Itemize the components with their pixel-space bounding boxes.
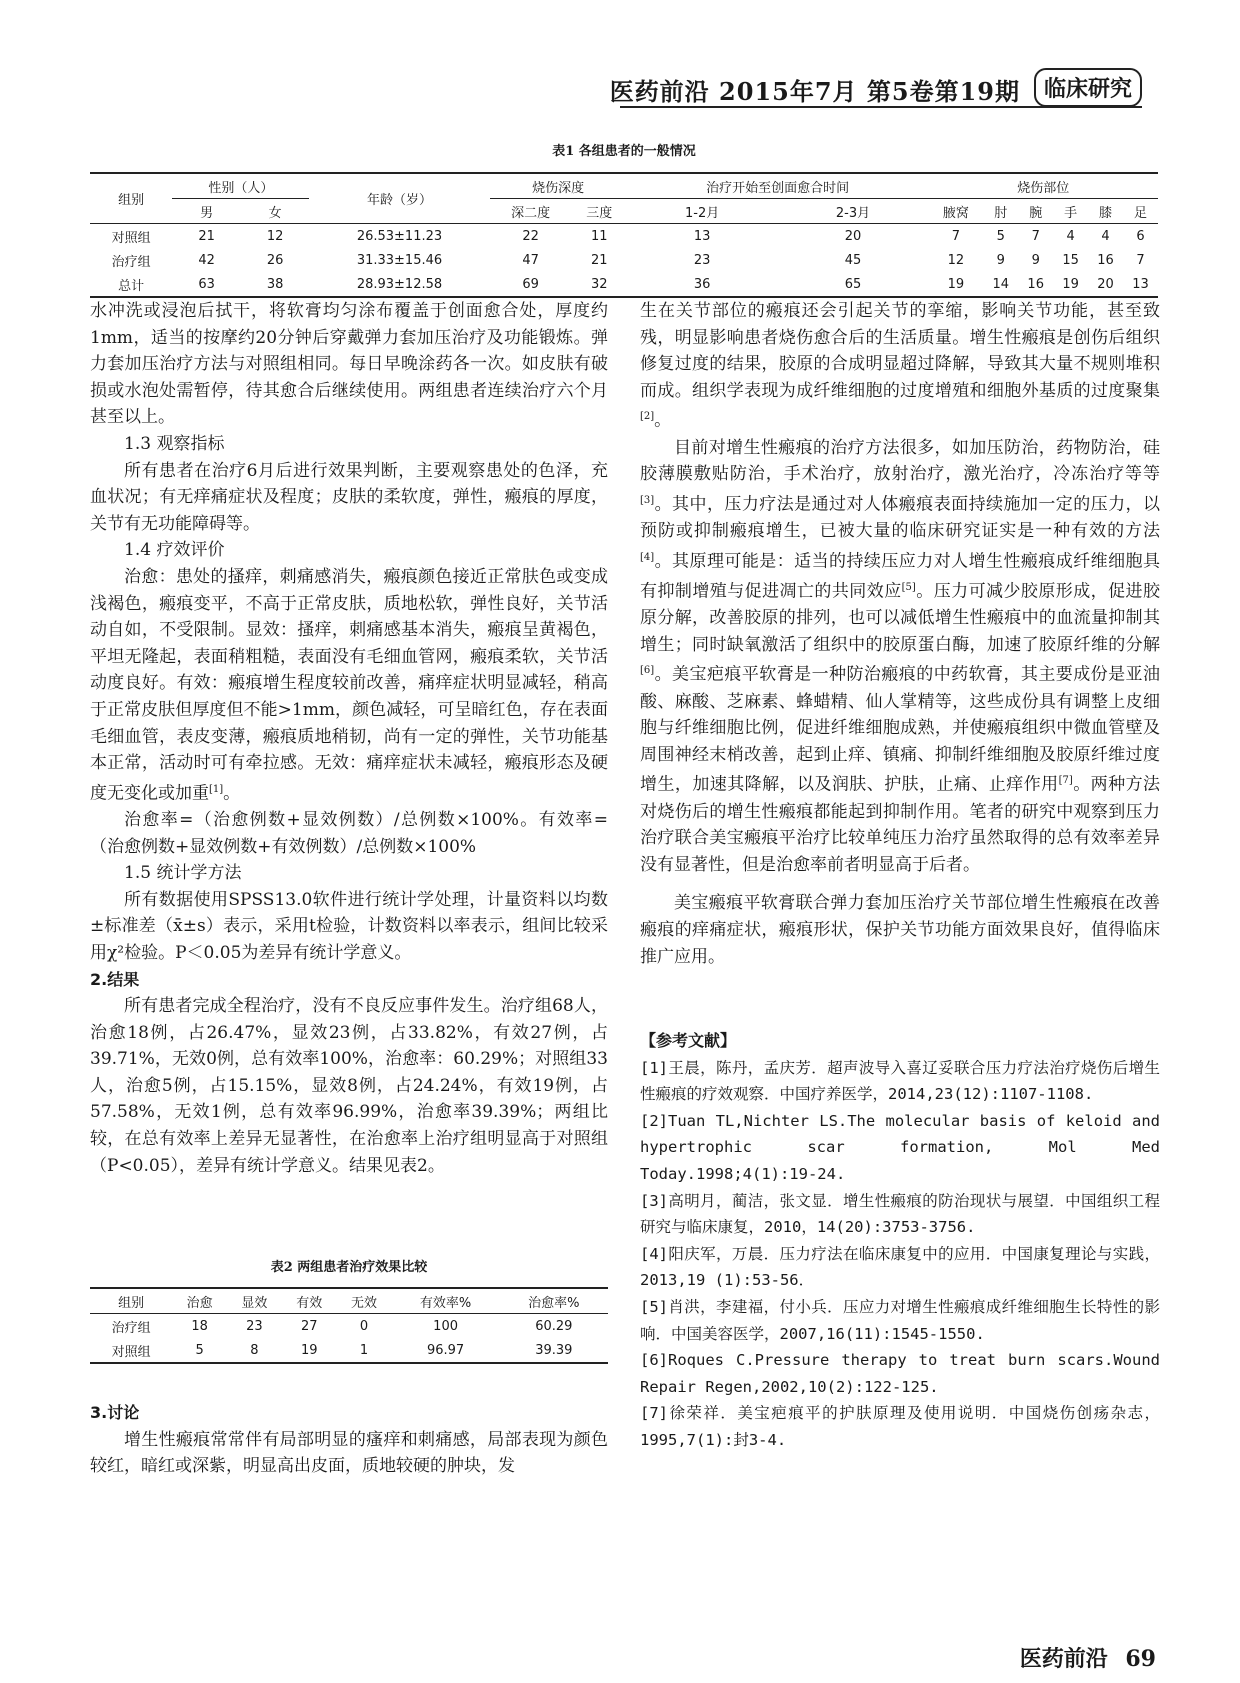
table-cell: 16 — [1097, 252, 1114, 268]
table-cell: 21 — [590, 252, 608, 268]
section-badge: 临床研究 — [1034, 68, 1142, 107]
table1-sex-header: 性别（人） — [172, 173, 309, 199]
reference-item: [7]徐荣祥．美宝疤痕平的护肤原理及使用说明．中国烧伤创疡杂志，1995,7(1):封3-4. — [640, 1404, 1160, 1449]
table-header-cell: 治愈 — [172, 1288, 227, 1314]
table-row — [90, 1338, 608, 1363]
reference-item: [1]王晨，陈丹，孟庆芳．超声波导入喜辽妥联合压力疗法治疗烧伤后增生性瘢痕的疗效观察．中国疗养医学，2014,23(12):1107-1108. — [640, 1058, 1160, 1104]
table-cell: 21 — [198, 228, 215, 244]
table-cell: 13 — [693, 228, 711, 244]
table-row — [90, 272, 1158, 297]
left-column-discussion — [90, 1400, 608, 1480]
paragraph: 增生性瘢痕常常伴有局部明显的瘙痒和刺痛感，局部表现为颜色较红，暗红或深紫，明显高出皮面，质地较硬的肿块，发 — [90, 1429, 608, 1477]
table-cell: 对照组 — [111, 230, 151, 246]
paragraph-text: 。其中，压力疗法是通过对人体瘢痕表面持续施加一定的压力，以预防或抑制瘢痕增生，已被大量的临床研究证实是一种有效的方法 — [640, 494, 1160, 542]
table-cell: 12 — [266, 228, 284, 244]
table-header-cell: 治愈率% — [500, 1288, 608, 1314]
references — [640, 1028, 1160, 1454]
paragraph — [640, 435, 1160, 879]
table-cell: 6 — [1136, 228, 1145, 244]
table-header-cell: 显效 — [227, 1288, 282, 1314]
table1-site-axilla: 腋窝 — [928, 199, 983, 224]
table-cell: 总计 — [118, 278, 145, 294]
table-cell: 32 — [590, 276, 608, 292]
table-cell: 7 — [1136, 252, 1145, 268]
page-footer — [1020, 1642, 1156, 1673]
footer-journal: 医药前沿 — [1019, 1646, 1108, 1672]
section-heading-3: 3.讨论 — [90, 1403, 140, 1422]
citation: [3] — [640, 494, 655, 506]
table-cell: 65 — [844, 276, 862, 292]
table-header-cell: 组别 — [90, 1288, 172, 1314]
table-cell: 1 — [359, 1342, 369, 1358]
table-header-cell: 有效 — [282, 1288, 337, 1314]
table-cell: 39.39 — [535, 1342, 573, 1358]
table-cell: 12 — [947, 252, 965, 268]
table2-caption: 表2 两组患者治疗效果比较 — [270, 1260, 428, 1275]
table-row — [90, 224, 1158, 249]
table-cell: 7 — [1031, 228, 1040, 244]
paragraph: 水冲洗或浸泡后拭干，将软膏均匀涂布覆盖于创面愈合处，厚度约1mm，适当的按摩约20分钟后穿戴弹力套加压治疗及功能锻炼。弹力套加压治疗方法与对照组相同。每日早晚涂药各一次。如皮肤有破损或水泡处需暂停，待其愈合后继续使用。两组患者连续治疗六个月甚至以上。 — [90, 301, 608, 428]
table-cell: 27 — [300, 1318, 318, 1334]
table1-female-header: 女 — [241, 199, 310, 224]
table-cell: 治疗组 — [111, 254, 151, 270]
table-cell: 100 — [433, 1318, 458, 1334]
table-cell: 26 — [266, 252, 284, 268]
table-cell: 8 — [250, 1342, 259, 1358]
table-cell: 14 — [992, 276, 1010, 292]
table1-site-knee: 膝 — [1088, 199, 1123, 224]
table-cell: 38 — [266, 276, 284, 292]
table1-site-hand: 手 — [1053, 199, 1088, 224]
table1-age-header: 年龄（岁） — [309, 173, 489, 224]
table1-site-header: 烧伤部位 — [928, 173, 1158, 199]
citation: [7] — [1058, 775, 1073, 787]
reference-item: [4]阳庆军，万晨．压力疗法在临床康复中的应用．中国康复理论与实践，2013,19 (1):53-56． — [640, 1244, 1160, 1290]
table1 — [90, 172, 1158, 298]
table1-site-elbow: 肘 — [983, 199, 1018, 224]
table1-depth-header: 烧伤深度 — [490, 173, 627, 199]
section-heading-1-3: 1.3 观察指标 — [124, 433, 225, 454]
table1-t1-header: 1-2月 — [627, 199, 778, 224]
reference-item: [6]Roques C.Pressure therapy to treat burn scars.Wound Repair Regen,2002,10(2):122-125. — [640, 1351, 1160, 1396]
table-cell: 5 — [195, 1342, 204, 1358]
table-cell: 13 — [1132, 276, 1149, 292]
reference-item: [3]高明月，蔺洁，张文显．增生性瘢痕的防治现状与展望．中国组织工程研究与临床康复，2010，14(20):3753-3756. — [640, 1191, 1160, 1237]
table-cell: 19 — [947, 276, 965, 292]
table-cell: 15 — [1062, 252, 1079, 268]
paragraph-text: 。其原理可能是：适当的持续压应力对人增生性瘢痕成纤维细胞具有抑制增殖与促进凋亡的共同效应 — [640, 551, 1160, 602]
table-cell: 19 — [300, 1342, 318, 1358]
left-column — [90, 298, 608, 1179]
page-header — [560, 68, 1160, 110]
table-cell: 4 — [1066, 228, 1075, 244]
table-cell: 9 — [996, 252, 1005, 268]
table-row — [90, 248, 1158, 272]
citation: [1] — [209, 783, 224, 795]
table1-site-wrist: 腕 — [1018, 199, 1053, 224]
paragraph-text: 目前对增生性瘢痕的治疗方法很多，如加压防治，药物防治，硅胶薄膜敷贴防治，手术治疗，放射治疗，激光治疗，冷冻治疗等等 — [640, 437, 1160, 485]
paragraph: 所有患者完成全程治疗，没有不良反应事件发生。治疗组68人，治愈18例，占26.47%，显效23例，占33.82%，有效27例，占39.71%，无效0例，总有效率100%，治愈率：60.29%；对照组33人，治愈5例，占15.15%，显效8例，占24.24%，有效19例，占57.58%，无效1例，总有效率96.99%，治愈率39.39%；两组比较，在总有效率上差异无显著性，在治愈率上治疗组明显高于对照组（P<0.05），差异有统计学意义。结果见表2。 — [90, 996, 608, 1176]
table1-site-foot: 足 — [1123, 199, 1158, 224]
table-cell: 28.93±12.58 — [356, 276, 443, 292]
table-cell: 18 — [191, 1318, 208, 1334]
table-header-cell: 有效率% — [391, 1288, 499, 1314]
table1-caption: 表1 各组患者的一般情况 — [552, 144, 696, 159]
table-cell: 5 — [996, 228, 1005, 244]
section-heading-1-4: 1.4 疗效评价 — [124, 540, 225, 561]
paragraph — [90, 564, 608, 807]
section-heading-2: 2.结果 — [90, 969, 140, 989]
table-cell: 20 — [844, 228, 862, 244]
paragraph: 治愈率=（治愈例数+显效例数）/总例数×100%。有效率=（治愈例数+显效例数+有效例数）/总例数×100% — [90, 809, 608, 857]
table2 — [90, 1287, 608, 1364]
table-cell: 22 — [522, 228, 539, 244]
table-cell: 7 — [951, 228, 961, 244]
citation: [6] — [640, 665, 655, 677]
table-cell: 96.97 — [426, 1342, 465, 1358]
table-cell: 45 — [844, 252, 862, 268]
reference-item: [5]肖洪，李建福，付小兵．压应力对增生性瘢痕成纤维细胞生长特性的影响．中国美容医学，2007,16(11):1545-1550. — [640, 1297, 1160, 1343]
table1-time-header: 治疗开始至创面愈合时间 — [627, 173, 929, 199]
table-cell: 26.53±11.23 — [356, 228, 443, 244]
paragraph-text: 。两种方法对烧伤后的增生性瘢痕都能起到抑制作用。笔者的研究中观察到压力治疗联合美宝瘢痕平治疗比较单纯压力治疗虽然取得的总有效率差异没有显著性，但是治愈率前者明显高于后者。 — [640, 775, 1161, 875]
citation: [2] — [640, 411, 655, 423]
table1-male-header: 男 — [172, 199, 241, 224]
table-cell: 治疗组 — [111, 1320, 151, 1336]
paragraph-text: 。压力可减少胶原形成，促进胶原分解，改善胶原的排列，也可以减低增生性瘢痕中的血流量抑制其增生；同时缺氧激活了组织中的胶原蛋白酶，加速了胶原纤维的分解 — [640, 581, 1161, 655]
table-cell: 47 — [522, 252, 539, 268]
table-cell: 19 — [1062, 276, 1079, 292]
table-header-cell: 无效 — [337, 1288, 392, 1314]
page-number: 69 — [1125, 1646, 1156, 1672]
table-cell: 63 — [198, 276, 215, 292]
table-cell: 23 — [246, 1318, 263, 1334]
paragraph-text: 生在关节部位的瘢痕还会引起关节的挛缩，影响关节功能，甚至致残，明显影响患者烧伤愈合后的生活质量。增生性瘢痕是创伤后组织修复过度的结果，胶原的合成明显超过降解，导致其大量不规则堆积而成。组织学表现为成纤维细胞的过度增殖和细胞外基质的过度聚集 — [640, 301, 1160, 401]
table1-group-header: 组别 — [90, 173, 172, 224]
table-cell: 4 — [1101, 228, 1110, 244]
citation: [4] — [640, 551, 655, 563]
citation: [5] — [901, 581, 916, 593]
journal-header: 医药前沿 2015年7月 第5卷第19期 — [609, 77, 1020, 106]
paragraph: 所有数据使用SPSS13.0软件进行统计学处理，计量资料以均数±标准差（x̄±s）表示，采用t检验，计数资料以率表示，组间比较采用χ²检验。P＜0.05为差异有统计学意义。 — [90, 889, 608, 963]
paragraph: 所有患者在治疗6月后进行效果判断，主要观察患处的色泽，充血状况；有无痒痛症状及程度；皮肤的柔软度，弹性，瘢痕的厚度，关节有无功能障碍等。 — [90, 460, 608, 534]
paragraph — [640, 298, 1160, 435]
table-cell: 11 — [590, 228, 608, 244]
table-cell: 23 — [693, 252, 711, 268]
table1-t2-header: 2-3月 — [778, 199, 929, 224]
paragraph-text: 。 — [654, 411, 672, 432]
table-cell: 31.33±15.46 — [356, 252, 443, 268]
references-title: 【参考文献】 — [640, 1031, 737, 1050]
table-row — [90, 1314, 608, 1339]
reference-item: [2]Tuan TL,Nichter LS.The molecular basis of keloid and hypertrophic scar formation, Mol Med Today.1998;4(1):19-24. — [640, 1111, 1160, 1183]
paragraph-text: 。美宝疤痕平软膏是一种防治瘢痕的中药软膏，其主要成份是亚油酸、麻酸、芝麻素、蜂蜡精、仙人掌精等，这些成份具有调整上皮细胞与纤维细胞比例，促进纤维细胞成熟，并使瘢痕组织中微血管壁及周围神经末梢改善，起到止痒、镇痛、抑制纤维细胞及胶原纤维过度增生，加速其降解，以及润肤、护肤，止痛、止痒作用 — [640, 665, 1160, 796]
table-cell: 42 — [198, 252, 215, 268]
section-heading-1-5: 1.5 统计学方法 — [124, 863, 242, 884]
header-rule — [620, 106, 1142, 108]
table-cell: 0 — [359, 1318, 369, 1334]
right-column — [640, 298, 1160, 970]
paragraph-text: 治愈：患处的搔痒，刺痛感消失，瘢痕颜色接近正常肤色或变成浅褐色，瘢痕变平，不高于正常皮肤，质地松软，弹性良好，关节活动自如，不受限制。显效：搔痒，刺痛感基本消失，瘢痕呈黄褐色，平坦无隆起，表面稍粗糙，表面没有毛细血管网，瘢痕柔软，关节活动度良好。有效：瘢痕增生程度较前改善，痛痒症状明显减轻，稍高于正常皮肤但厚度但不能>1mm，颜色减轻，可呈暗红色，存在表面毛细血管，表皮变薄，瘢痕质地稍韧，尚有一定的弹性，关节功能基本正常，活动时可有牵拉感。无效：痛痒症状未减轻，瘢痕形态及硬度无变化或加重 — [90, 566, 608, 804]
table1-deg3-header: 三度 — [572, 199, 627, 224]
table-cell: 9 — [1031, 252, 1040, 268]
table-cell: 60.29 — [535, 1318, 573, 1334]
table-cell: 16 — [1027, 276, 1044, 292]
paragraph-text: 。 — [223, 783, 241, 804]
table-cell: 36 — [693, 276, 711, 292]
table-cell: 对照组 — [111, 1344, 151, 1360]
table-cell: 69 — [522, 276, 539, 292]
paragraph: 美宝瘢痕平软膏联合弹力套加压治疗关节部位增生性瘢痕在改善瘢痕的痒痛症状，瘢痕形状，保护关节功能方面效果良好，值得临床推广应用。 — [640, 893, 1160, 967]
table-cell: 20 — [1097, 276, 1114, 292]
table1-deep2-header: 深二度 — [490, 199, 572, 224]
